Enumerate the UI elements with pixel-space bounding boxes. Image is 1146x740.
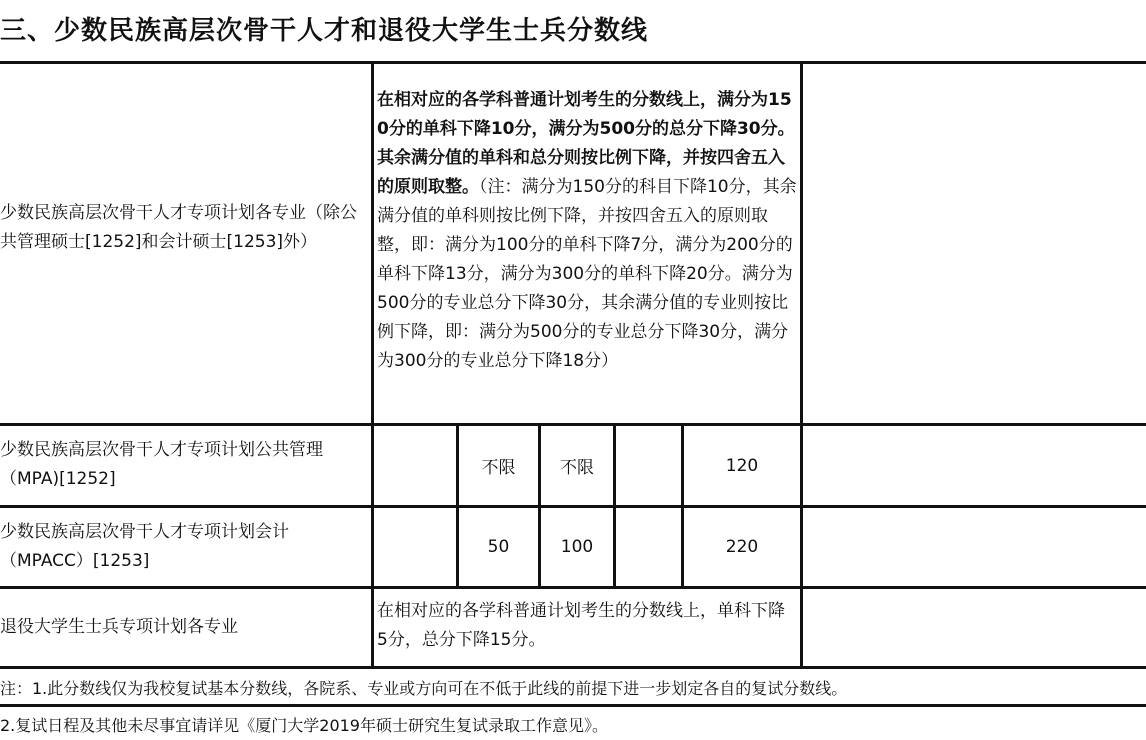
- divider: [800, 61, 803, 669]
- note-2: 2.复试日程及其他未尽事宜请详见《厦门大学2019年硕士研究生复试录取工作意见》。: [0, 716, 608, 735]
- table-cell: 220: [725, 537, 759, 557]
- table-cell: [616, 426, 681, 505]
- row-name: 少数民族高层次骨干人才专项计划各专业（除公共管理硕士[1252]和会计硕士[1253]外）: [0, 203, 357, 252]
- divider: [0, 666, 1146, 669]
- table-cell: 120: [725, 455, 759, 476]
- row-name: 少数民族高层次骨干人才专项计划会计（MPACC）[1253]: [0, 522, 289, 571]
- divider: [0, 61, 1146, 64]
- table-cell: [616, 508, 681, 586]
- table-cell: [374, 508, 456, 586]
- note-1: 注：1.此分数线仅为我校复试基本分数线，各院系、专业或方向可在不低于此线的前提下进一步划定各自的复试分数线。: [0, 679, 848, 698]
- divider: [0, 704, 1146, 707]
- table-cell: 50: [487, 537, 510, 557]
- table-cell: [374, 426, 456, 505]
- row-name: 退役大学生士兵专项计划各专业: [0, 617, 238, 637]
- table-cell: 100: [560, 537, 594, 557]
- rule-note: （注：满分为150分的科目下降10分，其余满分值的单科则按比例下降，并按四舍五入的原则取整，即：满分为100分的单科下降7分，满分为200分的单科下降13分，满分为300分的单科下降20分。满分为500分的专业总分下降30分，其余满分值的专业则按比例下降，即：满分为500分的专业总分下降30分，满分为300分的专业总分下降18分）: [377, 177, 797, 371]
- row-name: 少数民族高层次骨干人才专项计划公共管理（MPA)[1252]: [0, 440, 323, 489]
- rule-text-bold: 在相对应的各学科普通计划考生的分数线上，满分为150分的单科下降10分，满分为500分的总分下降30分。其余满分值的单科和总分则按比例下降，并按四舍五入的原则取整。: [377, 90, 795, 197]
- section-title: 三、少数民族高层次骨干人才和退役大学生士兵分数线: [0, 16, 649, 46]
- table-cell: 不限: [560, 458, 594, 478]
- table-cell: 不限: [481, 458, 516, 478]
- rule-text: 在相对应的各学科普通计划考生的分数线上，单科下降5分，总分下降15分。: [377, 601, 785, 650]
- divider: [0, 586, 1146, 589]
